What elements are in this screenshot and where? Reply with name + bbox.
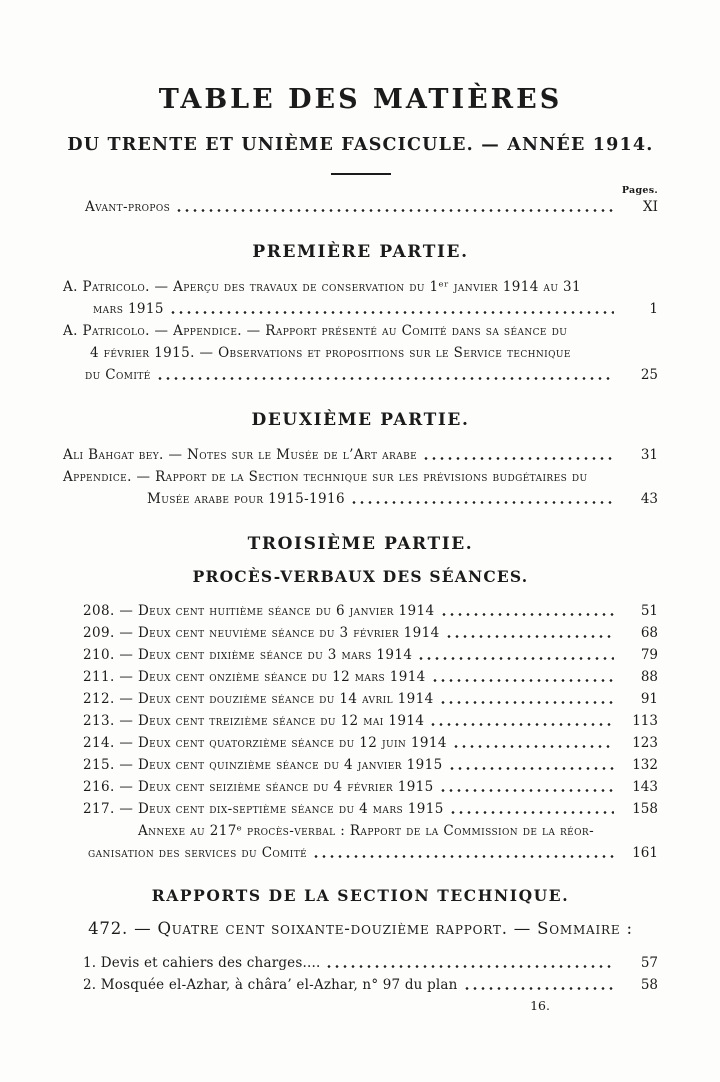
entry-text: 217. — Deux cent dix-septième séance du 4 mars 1915 [83,801,444,817]
page-number: 68 [640,625,658,641]
signature-mark [63,996,658,1016]
page-number: 123 [632,735,658,751]
heading-deuxieme-partie: DEUXIÈME PARTIE. [251,410,470,430]
toc-entry-seance [63,688,658,710]
dot-leader [312,853,614,860]
page-number: 161 [632,845,658,861]
entry-text: Avant-propos [85,199,171,215]
page-number: 43 [640,491,658,507]
toc-entry-seance [63,666,658,688]
heading-premiere-partie: PREMIÈRE PARTIE. [252,242,469,262]
page-number: 31 [640,447,658,463]
page-number: 51 [640,603,658,619]
section-deuxieme-partie [63,444,658,510]
toc-entry-seance [63,710,658,732]
page-number: 79 [640,647,658,663]
toc-entry-avant-propos [63,196,658,218]
page-number: 158 [632,801,658,817]
entry-text: mars 1915 [93,301,164,317]
heading-rapports-section-technique: RAPPORTS DE LA SECTION TECHNIQUE. [151,886,570,905]
toc-entry [63,444,658,466]
page-number: 1 [649,301,658,317]
section-proces-verbaux [63,600,658,864]
dot-leader [439,699,614,706]
heading-472-sommaire: 472. — Quatre cent soixante-douzième rapport. — Sommaire : [88,919,633,938]
toc-entry-annexe [63,820,658,842]
entry-text: Appendice. — Rapport de la Section technique sur les prévisions budgétaires du [63,469,588,485]
page-number: 25 [640,367,658,383]
page-number: 58 [640,977,658,993]
dot-leader [156,375,614,382]
dot-leader [439,787,614,794]
toc-entry-seance [63,622,658,644]
entry-text: 209. — Deux cent neuvième séance du 3 février 1914 [83,625,440,641]
toc-entry-continuation [63,298,658,320]
dot-leader [445,633,614,640]
dot-leader [431,677,614,684]
toc-entry [63,320,658,342]
entry-text: 213. — Deux cent treizième séance du 12 mai 1914 [83,713,425,729]
entry-text: 215. — Deux cent quinzième séance du 4 janvier 1915 [83,757,443,773]
page-title: TABLE DES MATIÈRES [158,84,563,115]
toc-entry-seance [63,798,658,820]
title-divider [331,173,391,175]
entry-text: A. Patricolo. — Aperçu des travaux de conservation du 1ᵉʳ janvier 1914 au 31 [63,279,581,295]
toc-entry-continuation [63,488,658,510]
toc-entry-seance [63,732,658,754]
section-premiere-partie [63,276,658,386]
heading-troisieme-partie: TROISIÈME PARTIE. [247,534,474,554]
toc-entry-continuation [63,364,658,386]
entry-text: 211. — Deux cent onzième séance du 12 mars 1914 [83,669,426,685]
toc-entry-rapport-item [63,952,658,974]
toc-entry-rapport-item [63,974,658,996]
page-number: 132 [632,757,658,773]
entry-text: 1. Devis et cahiers des charges.... [83,955,321,971]
entry-text: 216. — Deux cent seizième séance du 4 février 1915 [83,779,434,795]
dot-leader [350,499,614,506]
toc-entry [63,466,658,488]
entry-text: 212. — Deux cent douzième séance du 14 avril 1914 [83,691,434,707]
page-subtitle: DU TRENTE ET UNIÈME FASCICULE. — ANNÉE 1914. [67,135,654,155]
dot-leader [422,455,614,462]
signature-mark-text: 16. [530,998,550,1013]
toc-entry-seance [63,600,658,622]
page-number: XI [643,199,658,215]
entry-text: Ali Bahgat bey. — Notes sur le Musée de l’Art arabe [63,447,418,463]
entry-text: Annexe au 217ᵉ procès-verbal : Rapport de la Commission de la réor- [138,823,595,839]
pages-column-header: Pages. [621,185,658,196]
entry-text: 4 février 1915. — Observations et propositions sur le Service technique [90,345,571,361]
entry-text: Musée arabe pour 1915-1916 [147,491,346,507]
page-number: 143 [632,779,658,795]
dot-leader [463,985,614,992]
entry-text: 2. Mosquée el-Azhar, à châra’ el-Azhar, n° 97 du plan [83,977,458,993]
entry-text: 214. — Deux cent quatorzième séance du 12 juin 1914 [83,735,447,751]
entry-text: A. Patricolo. — Appendice. — Rapport présenté au Comité dans sa séance du [63,323,568,339]
dot-leader [429,721,614,728]
dot-leader [169,309,614,316]
toc-entry-seance [63,776,658,798]
dot-leader [448,765,614,772]
dot-leader [440,611,615,618]
dot-leader [449,809,614,816]
toc-entry-seance [63,644,658,666]
toc-entry-continuation [63,342,658,364]
dot-leader [452,743,614,750]
page-number: 113 [632,713,658,729]
dot-leader [325,963,614,970]
page-number: 57 [640,955,658,971]
entry-text: 210. — Deux cent dixième séance du 3 mars 1914 [83,647,413,663]
entry-text: du Comité [85,367,151,383]
toc-entry-seance [63,754,658,776]
heading-proces-verbaux: PROCÈS-VERBAUX DES SÉANCES. [192,567,529,586]
dot-leader [175,207,614,214]
entry-text: ganisation des services du Comité [88,845,308,861]
toc-entry-continuation [63,842,658,864]
toc-entry [63,276,658,298]
page-number: 91 [640,691,658,707]
section-rapports [63,952,658,996]
page-number: 88 [640,669,658,685]
entry-text: 208. — Deux cent huitième séance du 6 janvier 1914 [83,603,435,619]
dot-leader [417,655,614,662]
